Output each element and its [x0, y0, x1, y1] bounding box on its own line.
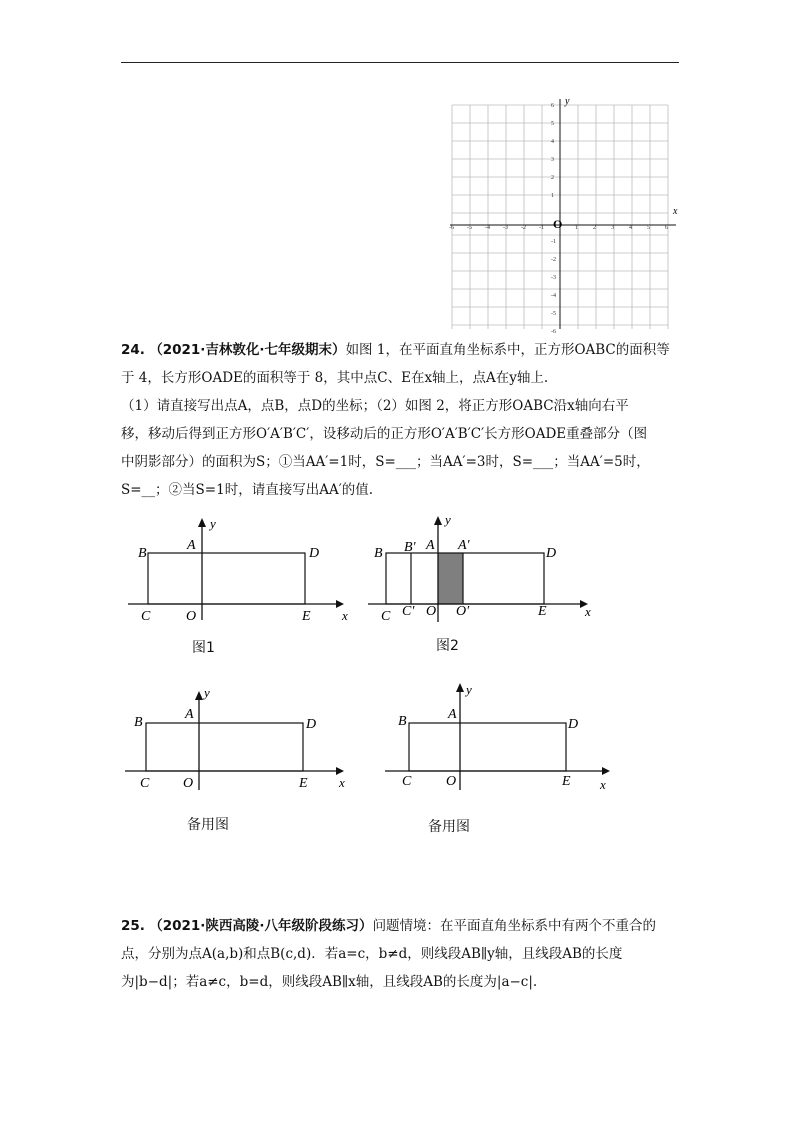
- q24-line2: 于 4，长方形OADE的面积等于 8，其中点C、E在x轴上，点A在y轴上.: [121, 370, 549, 386]
- q24-line4: 移，移动后得到正方形O′A′B′C′，设移动后的正方形O′A′B′C′长方形OADE重叠部分（图: [121, 426, 648, 442]
- fig2-label-x: x: [585, 604, 591, 619]
- spare2-label-c: C: [402, 774, 412, 789]
- grid-x-tick: 1: [575, 225, 578, 231]
- fig2-label-b: B: [374, 546, 383, 561]
- fig2-label-c: C: [381, 609, 391, 624]
- grid-x-tick: 2: [593, 225, 596, 231]
- q25-source: （2021·陕西高陵·八年级阶段练习）: [149, 918, 373, 934]
- spare1-label-a: A: [185, 707, 194, 722]
- spare-caption-2: 备用图: [428, 819, 470, 835]
- fig1-label-b: B: [138, 546, 147, 561]
- grid-x-tick: -6: [449, 225, 454, 231]
- grid-y-tick: -6: [551, 329, 556, 335]
- fig2-label-c-prime: C′: [402, 604, 415, 619]
- grid-x-label: x: [673, 206, 678, 217]
- grid-x-tick: 4: [629, 225, 632, 231]
- spare2-label-e: E: [562, 774, 571, 789]
- fig2-caption: 图2: [436, 638, 459, 654]
- grid-x-tick: -4: [485, 225, 490, 231]
- grid-y-tick: 3: [551, 157, 554, 163]
- q24-number: 24.: [121, 342, 145, 358]
- grid-x-tick: 3: [611, 225, 614, 231]
- grid-y-tick: -5: [551, 311, 556, 317]
- spare1-label-y: y: [204, 685, 210, 700]
- fig1-label-d: D: [309, 546, 320, 561]
- fig1-label-e: E: [302, 609, 311, 624]
- grid-x-tick: 6: [665, 225, 668, 231]
- spare1-label-x: x: [339, 775, 345, 790]
- spare1-label-e: E: [299, 776, 308, 791]
- fig1-label-x: x: [342, 608, 348, 623]
- grid-y-tick: -3: [551, 275, 556, 281]
- q25-paragraph: [121, 912, 681, 996]
- fig1-label-y: y: [210, 516, 216, 531]
- spare2-label-o: O: [446, 774, 457, 789]
- grid-x-tick: -1: [539, 225, 544, 231]
- fig2-label-o-prime: O′: [456, 604, 470, 619]
- q24-line1: 24. （2021·吉林敦化·七年级期末）如图 1，在平面直角坐标系中，正方形OABC的面积等: [121, 342, 670, 358]
- q25-number: 25.: [121, 918, 145, 934]
- grid-x-tick: -2: [521, 225, 526, 231]
- fig1-caption: 图1: [192, 640, 215, 656]
- grid-y-tick: 1: [551, 193, 554, 199]
- fig2-label-d: D: [546, 546, 557, 561]
- spare-caption-1: 备用图: [187, 817, 229, 833]
- fig1-label-a: A: [187, 538, 196, 553]
- fig2-label-o: O: [426, 604, 437, 619]
- fig1-label-o: O: [186, 609, 197, 624]
- spare2-label-a: A: [448, 707, 457, 722]
- q24-line5: 中阴影部分）的面积为S；①当AA′=1时，S=___；当AA′=3时，S=___；当AA′=5时，: [121, 454, 650, 470]
- grid-origin-label: O: [553, 217, 563, 231]
- grid-y-label: y: [565, 96, 570, 107]
- grid-y-tick: -2: [551, 257, 556, 263]
- q24-line6: S=__；②当S=1时，请直接写出AA′的值.: [121, 482, 374, 498]
- grid-y-tick: -1: [551, 239, 556, 245]
- grid-x-tick: -3: [503, 225, 508, 231]
- q25-line1: 25. （2021·陕西高陵·八年级阶段练习）问题情境：在平面直角坐标系中有两个不重合的: [121, 918, 657, 934]
- grid-x-tick: -5: [467, 225, 472, 231]
- spare2-label-x: x: [600, 777, 606, 792]
- grid-y-tick: 4: [551, 139, 554, 145]
- fig2-label-a-prime: A′: [458, 538, 470, 553]
- grid-y-tick: 5: [551, 121, 554, 127]
- q25-line3: 为|b−d|；若a≠c，b=d，则线段AB∥x轴，且线段AB的长度为|a−c|.: [121, 974, 538, 990]
- grid-x-tick: 5: [647, 225, 650, 231]
- grid-y-tick: -4: [551, 293, 556, 299]
- fig2-label-y: y: [445, 512, 451, 527]
- grid-y-tick: 2: [551, 175, 554, 181]
- fig2-label-a: A: [426, 538, 435, 553]
- spare2-label-d: D: [568, 717, 579, 732]
- spare1-label-c: C: [140, 776, 150, 791]
- grid-y-tick: 6: [551, 103, 554, 109]
- spare2-label-y: y: [466, 682, 472, 697]
- q25-line2: 点，分别为点A(a,b)和点B(c,d)．若a=c，b≠d，则线段AB∥y轴，且线段AB的长度: [121, 946, 623, 962]
- q24-line3: （1）请直接写出点A，点B，点D的坐标；（2）如图 2，将正方形OABC沿x轴向右平: [121, 398, 629, 414]
- fig2-label-e: E: [538, 604, 547, 619]
- spare2-label-b: B: [398, 714, 407, 729]
- spare1-label-b: B: [134, 715, 143, 730]
- fig1-label-c: C: [141, 609, 151, 624]
- q24-source: （2021·吉林敦化·七年级期末）: [149, 342, 346, 358]
- spare1-label-d: D: [306, 717, 317, 732]
- fig2-label-b-prime: B′: [404, 540, 416, 555]
- spare1-label-o: O: [183, 776, 194, 791]
